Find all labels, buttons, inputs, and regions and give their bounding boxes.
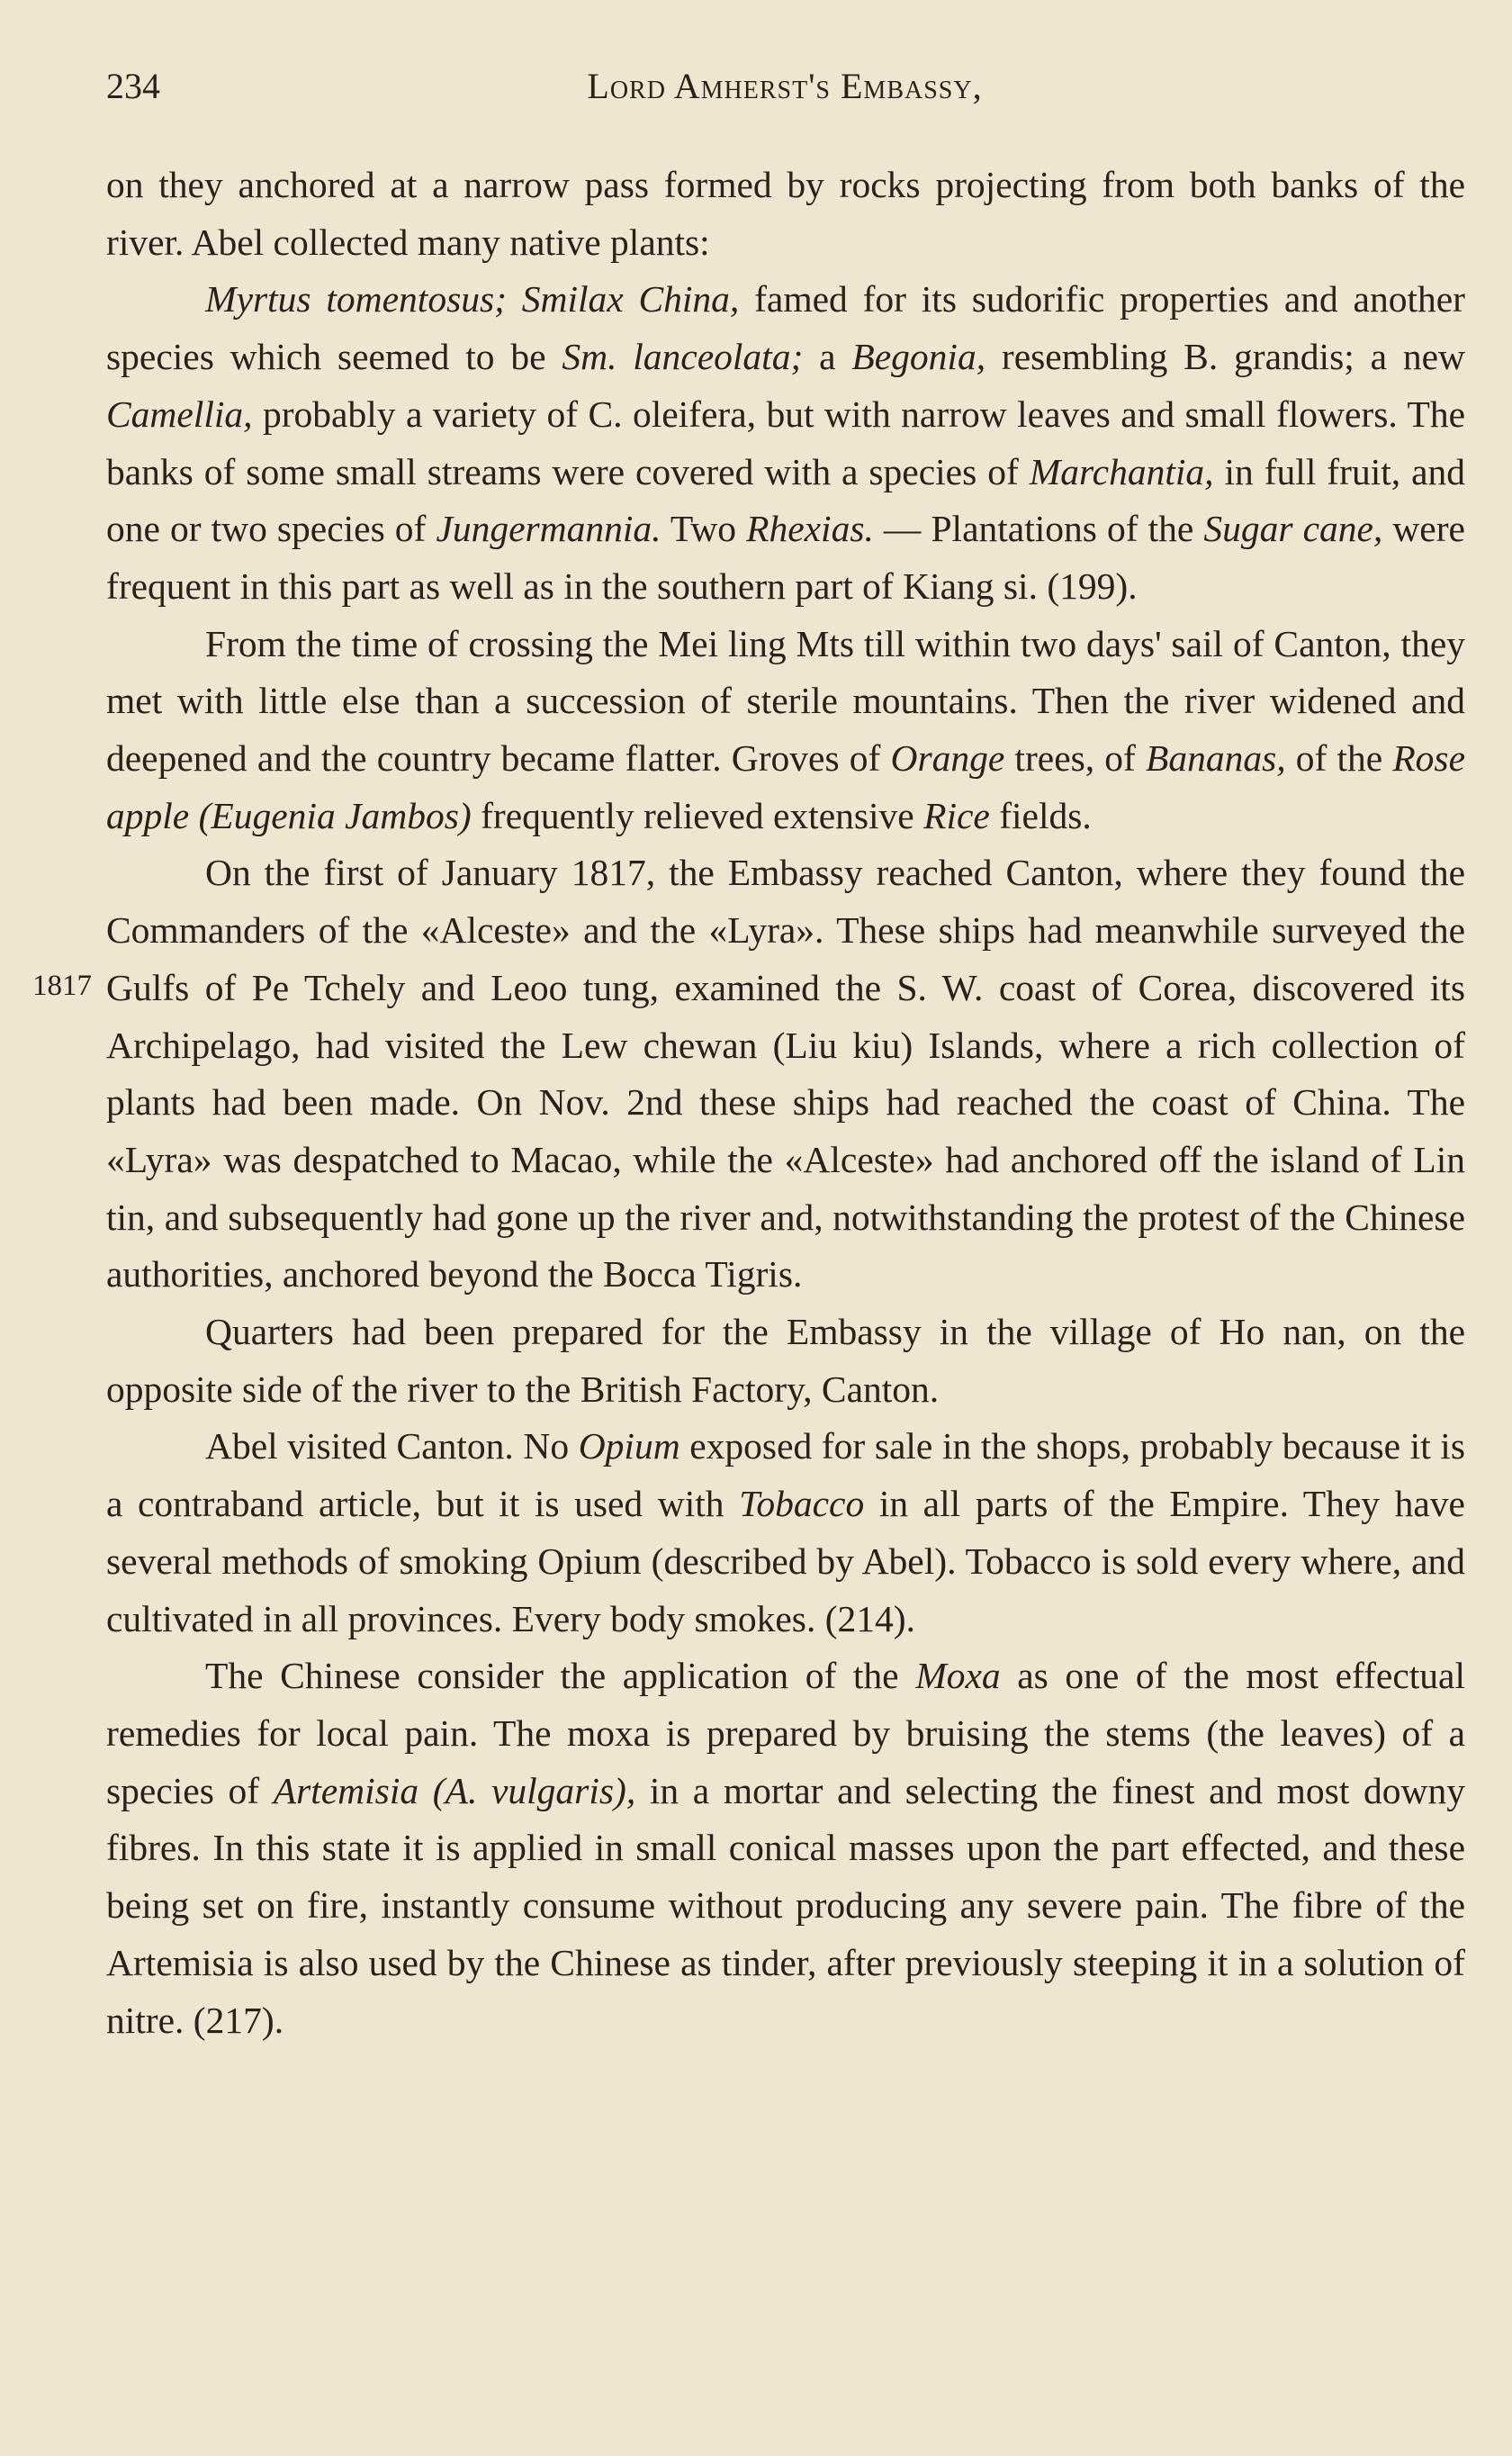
italic-text: Bananas, xyxy=(1145,737,1286,780)
italic-text: Opium xyxy=(578,1425,680,1467)
text-run: were frequent in this part as well as in the southern part of Kiang si. (199). xyxy=(106,508,1465,607)
running-title: Lord Amherst's Embassy, xyxy=(587,66,983,106)
text-run: in a mortar and selecting the finest and most downy fibres. In this state it is applied in small conical masses upon the part effected, and these being set on fire, instantly consume without producing any severe pain. The fibre of the Artemisia is also used by the Chinese as tinder, after previously steeping it in a solution of nitre. (217). xyxy=(106,1769,1465,2041)
italic-text: Sugar cane, xyxy=(1203,508,1383,550)
text-run: Two xyxy=(661,508,747,550)
text-run: of the xyxy=(1285,737,1393,780)
paragraph xyxy=(106,1304,1465,1418)
italic-text: Artemisia (A. vulgaris), xyxy=(273,1769,636,1811)
italic-text: Jungermannia. xyxy=(436,508,662,550)
text-run: as one of the most effectual remedies for local pain. The moxa is prepared by bruising the stems (the leaves) of a species of xyxy=(106,1655,1465,1811)
paragraph xyxy=(106,157,1465,271)
text-run: — Plantations of the xyxy=(873,508,1204,550)
paragraph xyxy=(106,1418,1465,1648)
paragraph xyxy=(106,616,1465,845)
italic-text: Rice xyxy=(923,794,990,836)
text-run: resembling B. grandis; a new xyxy=(986,336,1465,378)
paragraph xyxy=(106,1648,1465,2049)
text-run: famed for its sudorific properties and another species which seemed to be xyxy=(106,278,1465,378)
italic-text: Camellia, xyxy=(106,393,253,435)
paragraph xyxy=(106,844,1465,1304)
text-run: Quarters had been prepared for the Embassy in the village of Ho nan, on the opposite side of the river to the British Factory, Canton. xyxy=(106,1311,1465,1410)
text-run: exposed for sale in the shops, probably because it is a contraband article, but it is used with xyxy=(106,1425,1465,1525)
text-run: On the first of January 1817, the Embassy reached Canton, where they found the Commanders of the «Alceste» and the «Lyra». These ships had meanwhile surveyed the Gulfs of Pe Tchely and Leoo tung, examined the S. W. coast of Corea, discovered its Archipelago, had visited the Lew chewan (Liu kiu) Islands, where a rich collection of plants had been made. On Nov. 2nd these ships had reached the coast of China. The «Lyra» was despatched to Macao, while the «Alceste» had anchored off the island of Lin tin, and subsequently had gone up the river and, notwithstanding the protest of the Chinese authorities, anchored beyond the Bocca Tigris. xyxy=(106,852,1465,1296)
italic-text: Sm. lanceolata; xyxy=(562,336,804,378)
paragraph xyxy=(106,271,1465,615)
italic-text: Orange xyxy=(890,737,1005,780)
italic-text: Tobacco xyxy=(739,1483,865,1525)
text-run: probably a variety of C. oleifera, but with narrow leaves and small flowers. The banks of some small streams were covered with a species of xyxy=(106,393,1465,492)
text-run: on they anchored at a narrow pass formed by rocks projecting from both banks of the river. Abel collected many native plants: xyxy=(106,164,1465,263)
text-run: in full fruit, and one or two species of xyxy=(106,450,1465,550)
italic-text: Moxa xyxy=(915,1655,1001,1697)
text-run: From the time of crossing the Mei ling Mts till within two days' sail of Canton, they met with little else than a succession of sterile mountains. Then the river widened and deepened and the country became flatter. Groves of xyxy=(106,622,1465,780)
italic-text: Rhexias. xyxy=(746,508,874,550)
text-run: in all parts of the Empire. They have several methods of smoking Opium (described by Abel). Tobacco is sold every where, and cultivated in all provinces. Every body smokes. (214). xyxy=(106,1483,1465,1639)
text-run: a xyxy=(803,336,852,378)
italic-text: Myrtus tomentosus; Smilax China, xyxy=(205,278,740,321)
text-run: trees, of xyxy=(1004,737,1146,780)
margin-year-note: 1817 xyxy=(32,970,92,1002)
italic-text: Marchantia, xyxy=(1029,450,1214,492)
italic-text: Begonia, xyxy=(851,336,986,378)
body-text xyxy=(106,157,1465,2049)
text-run: fields. xyxy=(989,794,1092,836)
page-number: 234 xyxy=(106,66,160,106)
text-run: The Chinese consider the application of the xyxy=(205,1655,916,1697)
page-header xyxy=(106,61,1463,115)
text-run: frequently relieved extensive xyxy=(471,794,924,836)
italic-text: Rose apple (Eugenia Jambos) xyxy=(106,737,1465,836)
text-run: Abel visited Canton. No xyxy=(205,1425,579,1467)
